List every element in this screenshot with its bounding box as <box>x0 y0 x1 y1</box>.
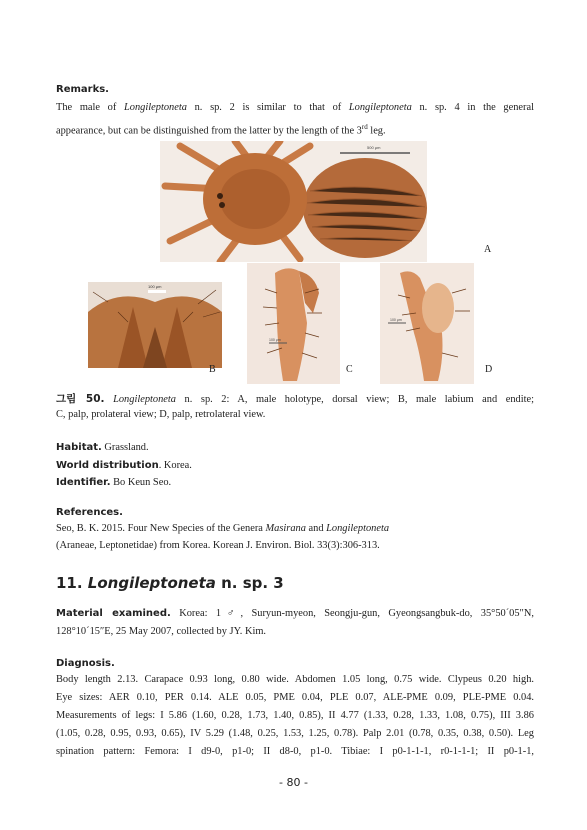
material-examined-line-2: 128°10´15″E, 25 May 2007, collected by JY. Kim. <box>56 626 267 637</box>
diagnosis-line: Measurements of legs: I 5.86 (1.60, 0.28, 1.73, 1.40, 0.85), II 4.77 (1.33, 0.28, 1.33, 1.08, 0.75), III 3.86 <box>56 710 534 721</box>
page-number: - 80 - <box>279 776 308 789</box>
panel-label-c: C <box>346 364 353 375</box>
reference-line-1: Seo, B. K. 2015. Four New Species of the Genera Masirana and Longileptoneta <box>56 523 390 534</box>
diagnosis-line: (1.05, 0.28, 0.95, 0.93, 0.65), IV 5.29 (1.48, 0.25, 1.53, 1.25, 0.78). Palp 2.01 (0.78, 0.35, 0.38, 0.50). Leg <box>56 728 534 739</box>
remarks-title: Remarks. <box>56 84 109 95</box>
scale-label-d: 100 μm <box>390 318 402 322</box>
figure-panel-b-photo <box>88 282 222 368</box>
section-heading: 11. Longileptoneta n. sp. 3 <box>56 574 284 592</box>
habitat: Habitat. Grassland. <box>56 442 149 453</box>
figure-panel-d-photo <box>380 263 474 384</box>
diagnosis-line: Body length 2.13. Carapace 0.93 long, 0.80 wide. Abdomen 1.05 long, 0.75 wide. Clypeus 0.20 high. <box>56 674 534 685</box>
world-distribution: World distribution. Korea. <box>56 460 192 471</box>
remarks-line-1: The male of Longileptoneta n. sp. 2 is similar to that of Longileptoneta n. sp. 4 in the general <box>56 102 534 113</box>
figure-caption-line-1: 그림 50. Longileptoneta n. sp. 2: A, male holotype, dorsal view; B, male labium and endite; <box>56 393 534 405</box>
panel-label-a: A <box>484 244 492 255</box>
reference-line-2: (Araneae, Leptonetidae) from Korea. Korean J. Environ. Biol. 33(3):306-313. <box>56 540 380 551</box>
figure-caption-line-2: C, palp, prolateral view; D, palp, retrolateral view. <box>56 409 266 420</box>
diagnosis-line: spination pattern: Femora: I d9-0, p1-0; II d8-0, p1-0. Tibiae: I p0-1-1-1, r0-1-1-1; II p0-1-1, <box>56 746 534 757</box>
panel-label-b: B <box>209 364 216 375</box>
references-title: References. <box>56 507 123 518</box>
figure-panel-a-photo <box>160 141 427 262</box>
panel-label-d: D <box>485 364 493 375</box>
scale-label-a: 500 μm <box>367 145 381 150</box>
diagnosis-title: Diagnosis. <box>56 658 115 669</box>
scale-label-c: 100 μm <box>269 338 281 342</box>
material-examined-line-1: Material examined. Korea: 1♂, Suryun-myeon, Seongju-gun, Gyeongsangbuk-do, 35°50´05″N, <box>56 608 534 619</box>
diagnosis-line: Eye sizes: AER 0.10, PER 0.14. ALE 0.05, PME 0.04, PLE 0.07, ALE-PME 0.09, PLE-PME 0.04. <box>56 692 534 703</box>
figure-panel-c-photo <box>247 263 340 384</box>
identifier: Identifier. Bo Keun Seo. <box>56 477 172 488</box>
remarks-line-2: appearance, but can be distinguished from the latter by the length of the 3rd leg. <box>56 123 386 137</box>
scale-label-b: 100 μm <box>148 284 162 289</box>
